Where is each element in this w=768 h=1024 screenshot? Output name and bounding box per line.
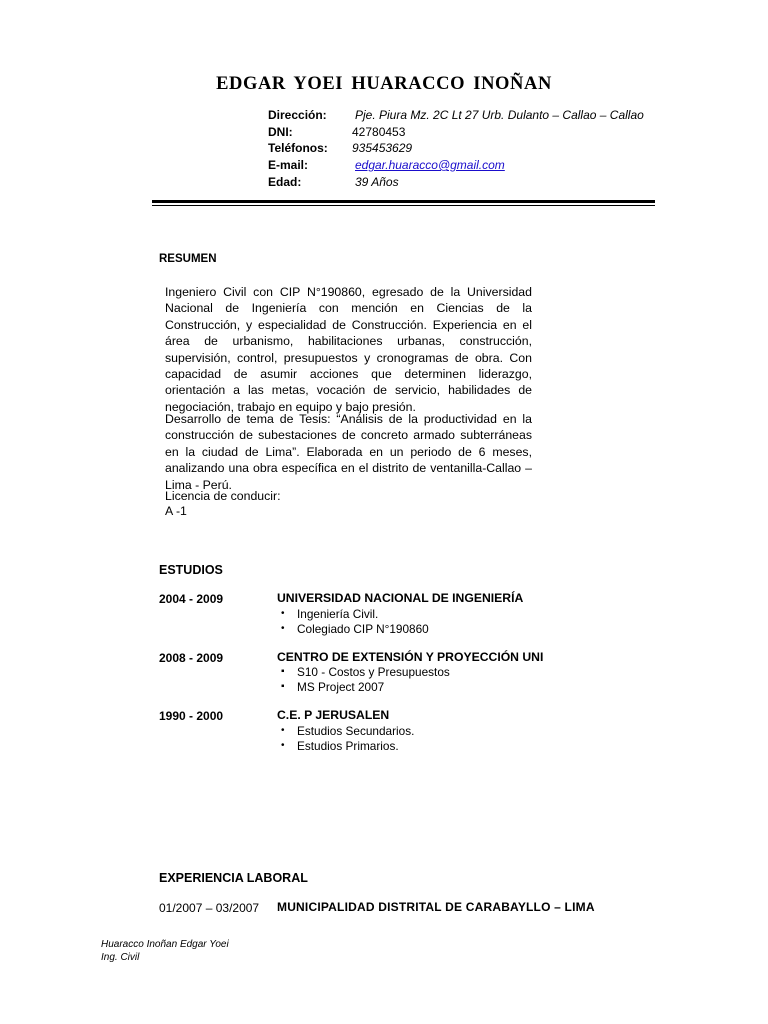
job-institution: MUNICIPALIDAD DISTRITAL DE CARABAYLLO – LIMA — [277, 900, 595, 914]
age-value: 39 Años — [355, 175, 399, 189]
job-dates: 01/2007 – 03/2007 — [159, 901, 260, 915]
bullet-icon: • — [281, 725, 285, 736]
address-label: Dirección: — [268, 108, 327, 122]
study-item: Estudios Secundarios. — [297, 724, 415, 738]
dni-value: 42780453 — [352, 125, 406, 139]
footer-title: Ing. Civil — [101, 952, 140, 963]
study-item: Ingeniería Civil. — [297, 607, 379, 621]
study-years: 2008 - 2009 — [159, 651, 224, 665]
dni-label: DNI: — [268, 125, 293, 139]
address-value: Pje. Piura Mz. 2C Lt 27 Urb. Dulanto – Callao – Callao — [355, 108, 644, 122]
candidate-name: EDGAR YOEI HUARACCO INOÑAN — [216, 74, 552, 94]
study-years: 1990 - 2000 — [159, 709, 224, 723]
study-item: Estudios Primarios. — [297, 739, 399, 753]
resumen-paragraph-2: Desarrollo de tema de Tesis: “Análisis de la productividad en la construcción de subestaciones de concreto armado subterráneas en la ciudad de Lima”. Elaborada en un periodo de 6 meses, analizando una obra específica en el distrito de ventanilla-Callao – Lima - Perú. — [165, 412, 532, 492]
bullet-icon: • — [281, 623, 285, 634]
resumen-paragraph-1: Ingeniero Civil con CIP N°190860, egresado de la Universidad Nacional de Ingeniería con mención en Ciencias de la Construcción, y especialidad de Construcción. Experiencia en el área de urbanismo, habilitaciones urbanas, construcción, supervisión, control, presupuestos y cronogramas de obra. Con capacidad de asumir acciones que determinen liderazgo, orientación a las metas, vocación de servicio, habilidades de negociación, trabajo en equipo y bajo presión. — [165, 285, 532, 414]
phone-value: 935453629 — [352, 141, 413, 155]
study-institution: C.E. P JERUSALEN — [277, 708, 390, 722]
age-label: Edad: — [268, 175, 302, 189]
license-value: A -1 — [165, 504, 187, 518]
experiencia-heading: EXPERIENCIA LABORAL — [159, 871, 308, 885]
email-link[interactable]: edgar.huaracco@gmail.com — [355, 158, 505, 172]
header-divider-thick — [152, 200, 655, 203]
bullet-icon: • — [281, 608, 285, 619]
phone-label: Teléfonos: — [268, 141, 328, 155]
square-bullet-icon: ▪ — [281, 681, 285, 692]
study-item: Colegiado CIP N°190860 — [297, 622, 429, 636]
license-label: Licencia de conducir: — [165, 489, 281, 503]
resumen-heading: RESUMEN — [159, 253, 217, 265]
header-divider-thin — [152, 205, 655, 206]
square-bullet-icon: ▪ — [281, 666, 285, 677]
study-institution: CENTRO DE EXTENSIÓN Y PROYECCIÓN UNI — [277, 650, 544, 664]
estudios-heading: ESTUDIOS — [159, 563, 223, 577]
study-institution: UNIVERSIDAD NACIONAL DE INGENIERÍA — [277, 591, 524, 605]
footer-name: Huaracco Inoñan Edgar Yoei — [101, 939, 229, 950]
bullet-icon: • — [281, 740, 285, 751]
email-label: E-mail: — [268, 158, 309, 172]
study-item: S10 - Costos y Presupuestos — [297, 665, 450, 679]
study-years: 2004 - 2009 — [159, 592, 224, 606]
study-item: MS Project 2007 — [297, 680, 385, 694]
